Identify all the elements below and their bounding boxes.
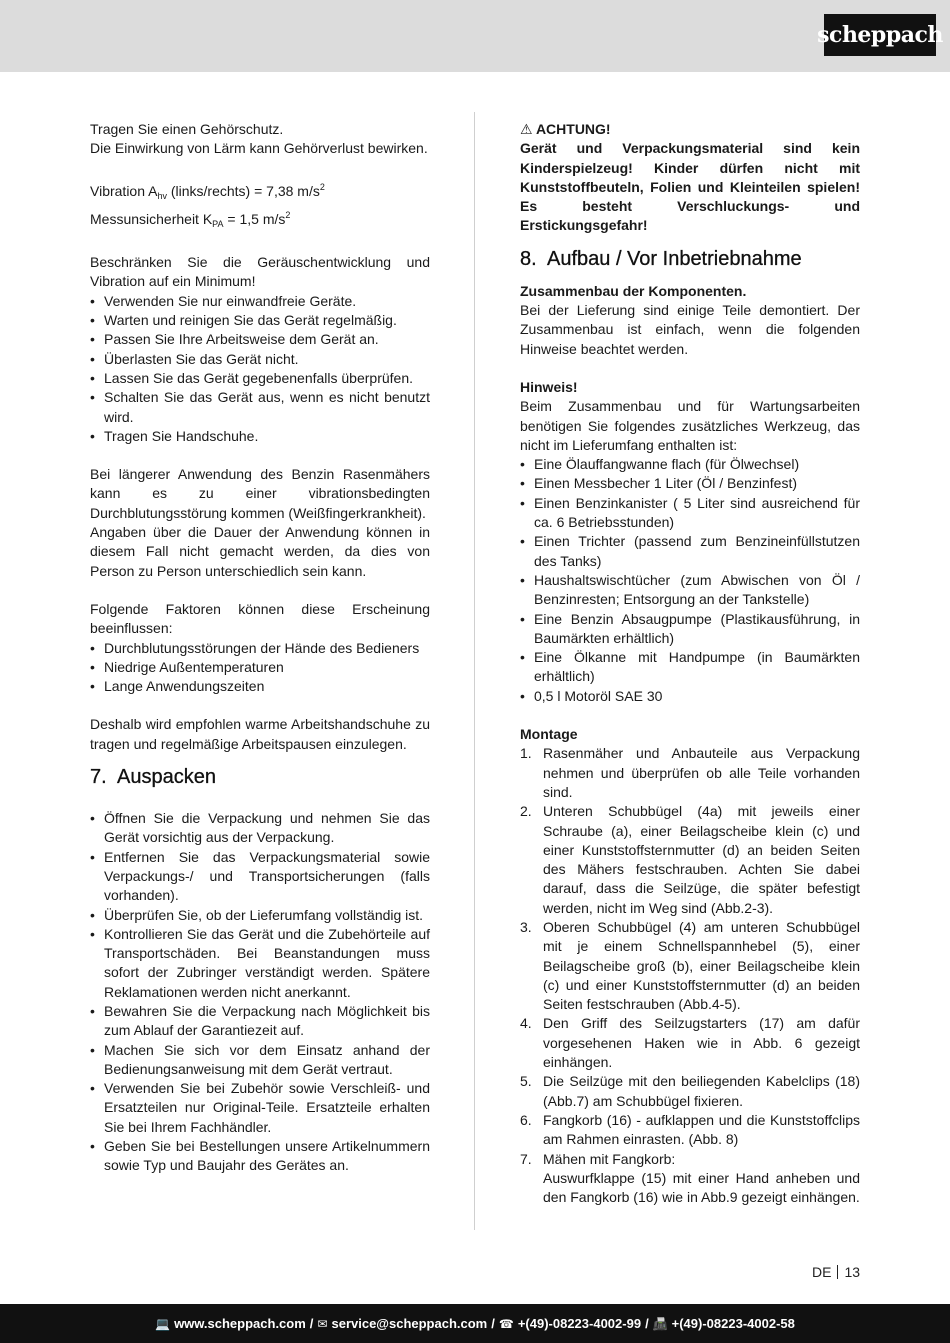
list-item: 1. Rasenmäher und Anbauteile aus Verpackung nehmen und überprüfen ob alle Teile vorhanden sind. <box>520 745 860 800</box>
list-item: • Einen Benzinkanister ( 5 Liter sind ausreichend für ca. 6 Betriebsstunden) <box>520 494 860 533</box>
phone-icon: ☎ <box>498 1316 514 1331</box>
email-link[interactable]: service@scheppach.com <box>331 1316 488 1331</box>
list-item: • Machen Sie sich vor dem Einsatz anhand der Bedienungsanweisung mit dem Gerät vertraut. <box>90 1041 430 1080</box>
right-column <box>520 120 860 1207</box>
footer-bar: 💻 www.scheppach.com / ✉ service@scheppach.com / ☎ +(49)-08223-4002-99 / 📠 +(49)-08223-4002-58 <box>0 1304 950 1343</box>
text-paragraph: Bei längerer Anwendung des Benzin Rasenmähers kann es zu einer vibrationsbedingten Durchblutungsstörung kommen (Weißfingerkrankheit). <box>90 466 430 521</box>
bullet-list <box>90 809 430 1176</box>
list-item: • Bewahren Sie die Verpackung nach Möglichkeit bis zum Ablauf der Garantiezeit auf. <box>90 1002 430 1041</box>
warning-icon: ⚠ <box>520 121 533 137</box>
list-item: • Entfernen Sie das Verpackungsmaterial sowie Verpackungs-/ und Transportsicherungen (falls vorhanden). <box>90 848 430 906</box>
bullet-list <box>520 455 860 706</box>
fax-number: +(49)-08223-4002-58 <box>671 1316 795 1331</box>
list-item: 7. Mähen mit Fangkorb: Auswurfklappe (15) mit einer Hand anheben und den Fangkorb (16) wie in Abb.9 gezeigt einhängen. <box>520 1150 860 1206</box>
list-item: • Tragen Sie Handschuhe. <box>90 427 430 446</box>
list-item: • Überlasten Sie das Gerät nicht. <box>90 350 430 369</box>
list-item: • Niedrige Außentemperaturen <box>90 658 430 677</box>
bullet-list <box>90 639 430 697</box>
list-item: • Öffnen Sie die Verpackung und nehmen Sie das Gerät vorsichtig aus der Verpackung. <box>90 809 430 848</box>
subheading: Hinweis! <box>520 378 578 395</box>
list-item: 4. Den Griff des Seilzugstarters (17) am dafür vorgesehenen Haken wie in Abb. 6 gezeigt einhängen. <box>520 1015 860 1071</box>
text-paragraph: Beim Zusammenbau und für Wartungsarbeiten benötigen Sie folgendes zusätzliches Werkzeug, das nicht im Lieferumfang enthalten ist: <box>520 398 860 453</box>
list-item: • Lassen Sie das Gerät gegebenenfalls überprüfen. <box>90 369 430 388</box>
list-item: • Eine Ölauffangwanne flach (für Ölwechsel) <box>520 455 860 474</box>
subheading: Montage <box>520 726 578 743</box>
text-paragraph: Tragen Sie einen Gehörschutz. <box>90 121 284 137</box>
list-item: • Eine Ölkanne mit Handpumpe (in Baumärkten erhältlich) <box>520 648 860 687</box>
text-paragraph: Die Einwirkung von Lärm kann Gehörverlust bewirken. <box>90 140 428 157</box>
text-paragraph: Bei der Lieferung sind einige Teile demontiert. Der Zusammenbau ist einfach, wenn die folgenden Hinweise beachtet werden. <box>520 302 860 357</box>
list-item: • Überprüfen Sie, ob der Lieferumfang vollständig ist. <box>90 906 430 925</box>
list-item: • Eine Benzin Absaugpumpe (Plastikausführung, in Baumärkten erhältlich) <box>520 610 860 649</box>
warning-title: ⚠ ACHTUNG! <box>520 121 611 137</box>
text-paragraph: Angaben über die Dauer der Anwendung können in diesem Fall nicht gemacht werden, da dies von Person zu Person unterschiedlich sein kann. <box>90 524 430 579</box>
list-item: • Lange Anwendungszeiten <box>90 677 430 696</box>
text-paragraph: Beschränken Sie die Geräuschentwicklung und Vibration auf ein Minimum! <box>90 254 430 290</box>
list-item: • Geben Sie bei Bestellungen unsere Artikelnummern sowie Typ und Baujahr des Gerätes an. <box>90 1137 430 1176</box>
website-link[interactable]: www.scheppach.com <box>174 1316 306 1331</box>
list-item: 6. Fangkorb (16) - aufklappen und die Kunststoffclips am Rahmen einrasten. (Abb. 8) <box>520 1111 860 1148</box>
list-item: • Warten und reinigen Sie das Gerät regelmäßig. <box>90 311 430 330</box>
column-divider <box>474 112 475 1230</box>
numbered-list <box>520 744 860 1207</box>
list-item: • 0,5 l Motoröl SAE 30 <box>520 687 860 706</box>
left-column <box>90 120 430 1176</box>
bullet-list <box>90 292 430 446</box>
list-item: • Einen Trichter (passend zum Benzineinfüllstutzen des Tanks) <box>520 532 860 571</box>
subheading: Zusammenbau der Komponenten. <box>520 282 747 299</box>
computer-icon: 💻 <box>155 1316 171 1331</box>
list-item: • Kontrollieren Sie das Gerät und die Zubehörteile auf Transportschäden. Bei Beanstandungen muss sofort der Zubringer verständigt werden. Spätere Reklamationen werden nicht anerkannt. <box>90 925 430 1002</box>
text-paragraph: Folgende Faktoren können diese Erscheinung beeinflussen: <box>90 600 430 637</box>
phone-number: +(49)-08223-4002-99 <box>517 1316 642 1331</box>
fax-icon: 📠 <box>652 1316 668 1331</box>
list-item: 5. Die Seilzüge mit den beiliegenden Kabelclips (18) (Abb.7) am Schubbügel fixieren. <box>520 1073 860 1109</box>
text-paragraph: Deshalb wird empfohlen warme Arbeitshandschuhe zu tragen und regelmäßige Arbeitspausen einzulegen. <box>90 716 430 752</box>
list-item: • Verwenden Sie bei Zubehör sowie Verschleiß- und Ersatzteilen nur Original-Teile. Ersatzteile erhalten Sie bei Ihrem Fachhändler. <box>90 1079 430 1137</box>
uncertainty-value: Messunsicherheit $K_{PA} = 1,5$ $m/s^2$ <box>90 209 291 229</box>
section-heading: 8. Aufbau / Vor Inbetriebnahme <box>520 247 802 270</box>
list-item: • Einen Messbecher 1 Liter (Öl / Benzinfest) <box>520 474 860 493</box>
list-item: • Durchblutungsstörungen der Hände des Bedieners <box>90 639 430 658</box>
list-item: • Verwenden Sie nur einwandfreie Geräte. <box>90 292 430 311</box>
page-number: DE 13 <box>812 1264 861 1280</box>
section-heading: 7. Auspacken <box>90 766 216 789</box>
header-bar <box>0 0 950 72</box>
list-item: • Passen Sie Ihre Arbeitsweise dem Gerät an. <box>90 330 430 349</box>
list-item: • Haushaltswischtücher (zum Abwischen von Öl / Benzinresten; Entsorgung an der Tankstelle) <box>520 571 860 610</box>
brand-logo: scheppach <box>824 14 936 56</box>
list-item: 2. Unteren Schubbügel (4a) mit jeweils einer Schraube (a), einer Beilagscheibe klein (c) und einer Kunststoffsternmutter (d) an beiden Seiten des Mähers festschrauben. Achten Sie dabei darauf, dass die Seilzüge, die später befestigt werden, nicht im Weg sind (Abb.2-3). <box>520 803 860 916</box>
mail-icon: ✉ <box>317 1316 328 1331</box>
list-item: 3. Oberen Schubbügel (4) am unteren Schubbügel mit je einem Schnellspannhebel (5), einer Beilagscheibe groß (b), einer Beilagscheibe klein (c) und einer Kunststoffsternmutter (d) an beiden Seiten festschrauben (Abb.4-5). <box>520 918 860 1013</box>
warning-text: Gerät und Verpackungsmaterial sind kein Kinderspielzeug! Kinder dürfen nicht mit Kunststoffbeuteln, Folien und Kleinteilen spielen! Es besteht Verschluckungs- und Erstickungsgefahr! <box>520 140 860 234</box>
vibration-value: Vibration $A_{hv}$ (links/rechts) = 7,38 $m/s^2$ <box>90 181 325 201</box>
list-item: • Schalten Sie das Gerät aus, wenn es nicht benutzt wird. <box>90 388 430 427</box>
